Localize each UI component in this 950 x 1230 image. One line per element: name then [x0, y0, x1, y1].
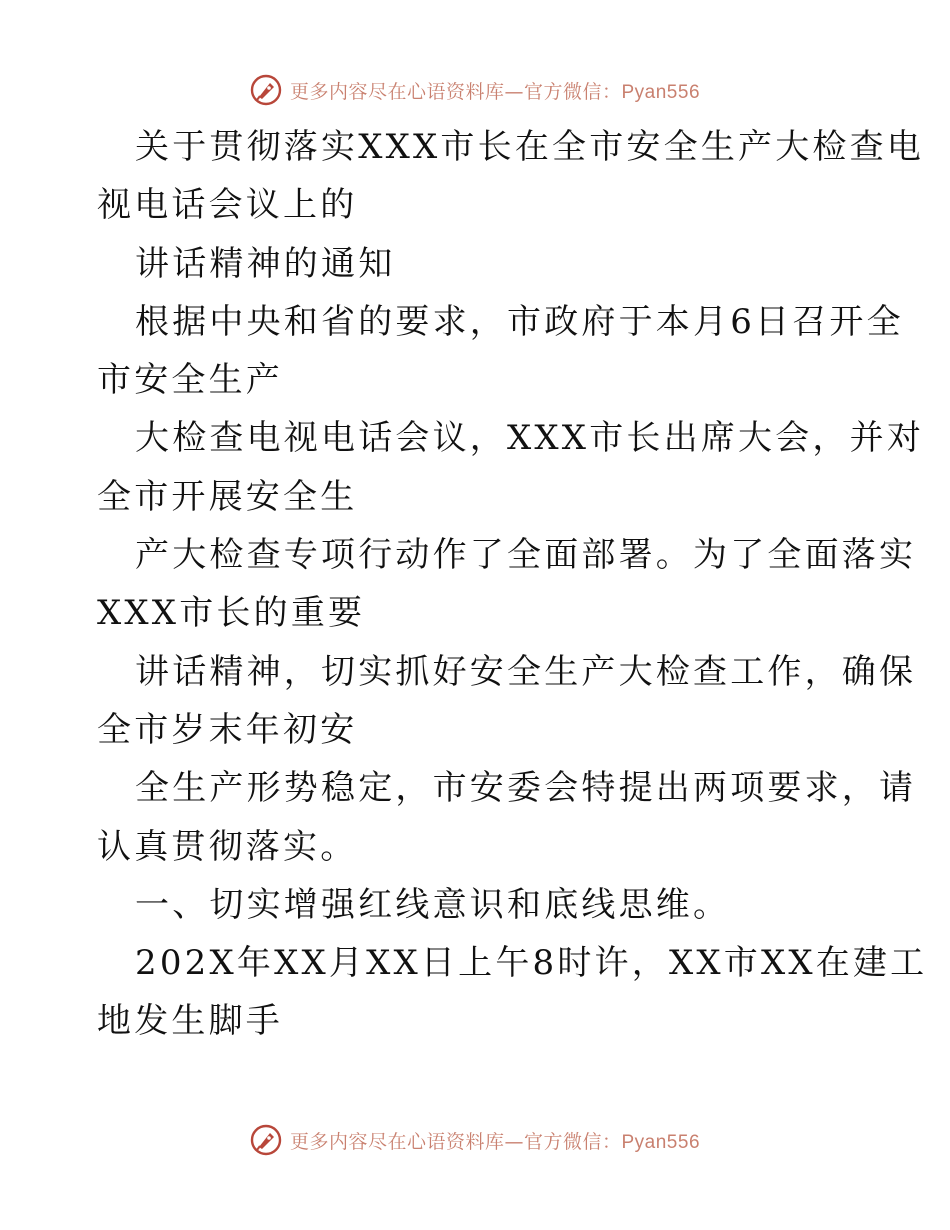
header-watermark [0, 72, 950, 108]
doc-line: 一、切实增强红线意识和底线思维。 [135, 884, 731, 925]
watermark-dash: — [504, 1130, 524, 1153]
doc-line: XXX市长的重要 [97, 593, 366, 634]
doc-line: 认真贯彻落实。 [97, 826, 358, 867]
watermark-wechat-id: Pyan556 [621, 1131, 701, 1153]
watermark-wechat-label: 官方微信： [523, 1130, 622, 1153]
watermark-wechat-id: Pyan556 [621, 81, 701, 103]
doc-line: 地发生脚手 [97, 1001, 283, 1042]
watermark-site-name: 更多内容尽在心语资料库 [289, 80, 505, 103]
doc-line: 全生产形势稳定，市安委会特提出两项要求，请 [135, 768, 917, 809]
pen-nib-logo-icon [250, 1124, 282, 1156]
watermark-text [290, 1127, 700, 1154]
doc-line: 全市开展安全生 [97, 476, 358, 517]
watermark-site-name: 更多内容尽在心语资料库 [289, 1130, 505, 1153]
footer-watermark [0, 1122, 950, 1158]
doc-line: 关于贯彻落实XXX市长在全市安全生产大检查电 [135, 127, 925, 167]
watermark-text [290, 77, 700, 104]
pen-nib-logo-icon [250, 74, 282, 106]
doc-line: 大检查电视电话会议，XXX市长出席大会，并对 [135, 418, 925, 459]
doc-line: 视电话会议上的 [97, 185, 358, 226]
doc-line: 202X年XX月XX日上午8时许，XX市XX在建工 [135, 943, 928, 984]
watermark-dash: — [504, 80, 524, 103]
doc-line: 讲话精神的通知 [135, 243, 396, 284]
doc-line: 讲话精神，切实抓好安全生产大检查工作，确保 [135, 651, 917, 692]
doc-line: 市安全生产 [97, 360, 283, 401]
doc-line: 根据中央和省的要求，市政府于本月6日召开全 [135, 301, 904, 342]
doc-line: 产大检查专项行动作了全面部署。为了全面落实 [135, 535, 917, 576]
document-body [97, 118, 928, 1051]
doc-line: 全市岁末年初安 [97, 709, 358, 750]
watermark-wechat-label: 官方微信： [523, 80, 622, 103]
